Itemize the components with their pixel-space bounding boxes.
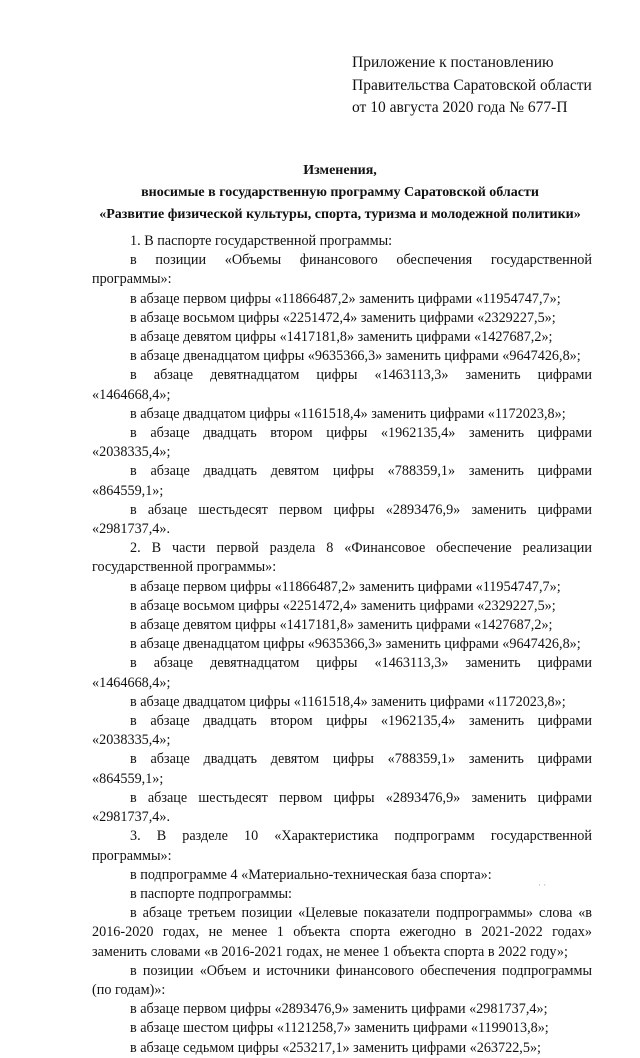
paragraph: в абзаце седьмом цифры «253217,1» заменить цифрами «263722,5»; <box>130 1039 541 1056</box>
header-line: Правительства Саратовской области <box>352 76 592 94</box>
header-line: от 10 августа 2020 года № 677-П <box>352 99 568 116</box>
paragraph: в паспорте подпрограммы: <box>130 885 292 902</box>
paragraph: в абзаце шестьдесят первом цифры «2893476,9» заменить цифрами «2981737,4». <box>92 501 592 538</box>
header-line: Приложение к постановлению <box>352 54 554 71</box>
paragraph: в абзаце двадцатом цифры «1161518,4» заменить цифрами «1172023,8»; <box>130 405 566 422</box>
paragraph: в позиции «Объем и источники финансового обеспечения подпрограммы (по годам)»: <box>92 962 592 998</box>
paragraph: в абзаце девятнадцатом цифры «1463113,3» заменить цифрами «1464668,4»; <box>92 655 592 691</box>
scan-artifact: · · <box>538 880 547 890</box>
paragraph: в абзаце двадцать втором цифры «1962135,4» заменить цифрами «2038335,4»; <box>92 425 592 461</box>
paragraph: в абзаце двадцать девятом цифры «788359,1» заменить цифрами «864559,1»; <box>92 751 592 787</box>
paragraph: в абзаце двадцать втором цифры «1962135,4» заменить цифрами «2038335,4»; <box>92 713 592 749</box>
paragraph: в абзаце двадцатом цифры «1161518,4» заменить цифрами «1172023,8»; <box>130 693 566 710</box>
paragraph: в абзаце двенадцатом цифры «9635366,3» заменить цифрами «9647426,8»; <box>130 348 581 365</box>
paragraph: в абзаце восьмом цифры «2251472,4» заменить цифрами «2329227,5»; <box>130 309 556 326</box>
paragraph: в абзаце первом цифры «11866487,2» заменить цифрами «11954747,7»; <box>130 578 561 595</box>
paragraph: 2. В части первой раздела 8 «Финансовое обеспечение реализации государственной программы»: <box>92 540 592 576</box>
paragraph: в абзаце двенадцатом цифры «9635366,3» заменить цифрами «9647426,8»; <box>130 636 581 653</box>
paragraph: в абзаце девятом цифры «1417181,8» заменить цифрами «1427687,2»; <box>130 617 553 634</box>
paragraph: в позиции «Объемы финансового обеспечения государственной программы»: <box>92 252 592 288</box>
paragraph: в абзаце первом цифры «11866487,2» заменить цифрами «11954747,7»; <box>130 290 561 307</box>
appendix-header <box>352 52 592 120</box>
paragraph: в абзаце первом цифры «2893476,9» заменить цифрами «2981737,4»; <box>130 1001 548 1018</box>
paragraph: 3. В разделе 10 «Характеристика подпрограмм государственной программы»: <box>92 828 592 864</box>
title-line: Изменения, <box>303 163 377 178</box>
title-line: «Развитие физической культуры, спорта, туризма и молодежной политики» <box>99 207 581 222</box>
paragraph: в подпрограмме 4 «Материально-техническая база спорта»: <box>130 866 492 883</box>
document-title <box>90 160 590 226</box>
paragraph: в абзаце шестом цифры «1121258,7» заменить цифрами «1199013,8»; <box>130 1020 549 1037</box>
document-body <box>92 232 592 1058</box>
paragraph: 1. В паспорте государственной программы: <box>130 233 393 249</box>
paragraph: в абзаце восьмом цифры «2251472,4» заменить цифрами «2329227,5»; <box>130 597 556 614</box>
paragraph: в абзаце девятом цифры «1417181,8» заменить цифрами «1427687,2»; <box>130 329 553 346</box>
title-line: вносимые в государственную программу Саратовской области <box>141 185 539 200</box>
paragraph: в абзаце третьем позиции «Целевые показатели подпрограммы» слова «в 2016-2020 годах, не менее 1 объекта спорта ежегодно в 2021-2022 годах» заменить словами «в 2016-2021 годах, не менее 1 объекта спорта в 2022 году»; <box>92 905 592 960</box>
paragraph: в абзаце шестьдесят первом цифры «2893476,9» заменить цифрами «2981737,4». <box>92 789 592 826</box>
paragraph: в абзаце двадцать девятом цифры «788359,1» заменить цифрами «864559,1»; <box>92 463 592 499</box>
paragraph: в абзаце девятнадцатом цифры «1463113,3» заменить цифрами «1464668,4»; <box>92 367 592 403</box>
